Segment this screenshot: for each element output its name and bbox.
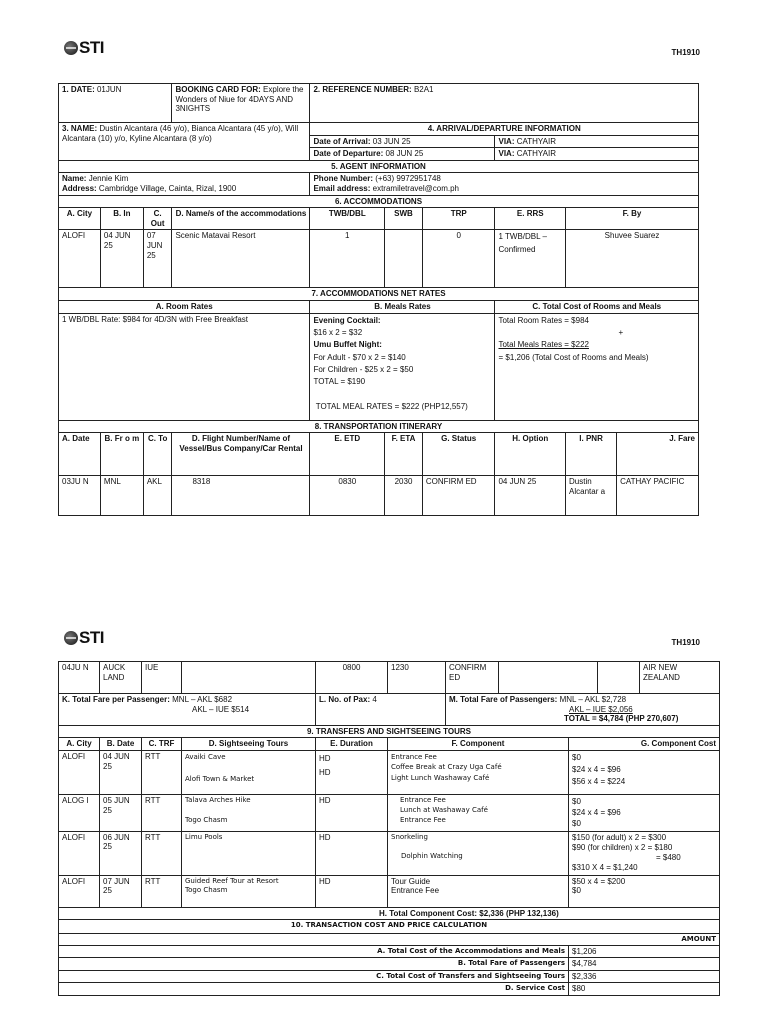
calc-row: B. Total Fare of Passengers $4,784: [59, 958, 720, 971]
room-rates-header: A. Room Rates: [59, 300, 310, 313]
accommodations-header: A. City B. In C. Out D. Name/s of the accommodations TWB/DBL SWB TRP E. RRS F. By: [59, 208, 699, 230]
fare-per-passenger: K. Total Fare per Passenger: MNL – AKL $682 AKL – IUE $514: [59, 694, 316, 726]
booking-table: [58, 83, 699, 516]
calc-row: A. Total Cost of the Accommodations and Meals $1,206: [59, 945, 720, 958]
booking-cell: BOOKING CARD FOR: Explore the Wonders of Niue for 4DAYS AND 3NIGHTS: [172, 84, 310, 123]
tours-title: 9. TRANSFERS AND SIGHTSEEING TOURS: [59, 725, 720, 738]
departure-via: VIA: CATHYAIR: [495, 148, 699, 161]
reference-cell: 2. REFERENCE NUMBER: B2A1: [310, 84, 699, 123]
calc-row: D. Service Cost $80: [59, 983, 720, 996]
globe-icon: [64, 41, 78, 55]
net-rates-title: 7. ACCOMMODATIONS NET RATES: [59, 288, 699, 301]
transport-row-2: 04JU N AUCK LAND IUE 0800 1230 CONFIRM ED AIR NEW ZEALAND: [59, 662, 720, 694]
total-fare-passengers: M. Total Fare of Passengers: MNL – AKL $2,728 AKL – IUE $2,056 TOTAL = $4,784 (PHP 270,607): [446, 694, 720, 726]
tour-row: ALOFI 06 JUN 25 RTT Limu Pools HD Snorkeling Dolphin Watching $150 (for adult) x 2 = $300 $90 (for children) x 2 = $180 = $480 $310 X 4 = $1,240: [59, 831, 720, 875]
globe-icon: [64, 631, 78, 645]
arrival-date: Date of Arrival: 03 JUN 25: [310, 135, 495, 148]
arrival-departure-title: 4. ARRIVAL/DEPARTURE INFORMATION: [310, 123, 699, 136]
logo-text: STI: [79, 38, 104, 57]
arrival-via: VIA: CATHYAIR: [495, 135, 699, 148]
total-costs: Total Room Rates = $984 + Total Meals Rates = $222 = $1,206 (Total Cost of Rooms and Meals): [495, 313, 699, 420]
transport-row: 03JU N MNL AKL 8318 0830 2030 CONFIRM ED 04 JUN 25 Dustin Alcantar a CATHAY PACIFIC: [59, 476, 699, 516]
name-cell: 3. NAME: Dustin Alcantara (46 y/o), Bianca Alcantara (45 y/o), Will Alcantara (10) y/o, Kyline Alcantara (8 y/o): [59, 123, 310, 161]
agent-title: 5. AGENT INFORMATION: [59, 160, 699, 173]
amount-header: AMOUNT: [59, 934, 720, 945]
booking-table-page2: [58, 661, 720, 996]
calc-title: 10. TRANSACTION COST AND PRICE CALCULATION: [59, 920, 720, 934]
number-of-pax: L. No. of Pax: 4: [316, 694, 446, 726]
meals-rates-header: B. Meals Rates: [310, 300, 495, 313]
transport-title: 8. TRANSPORTATION ITINERARY: [59, 420, 699, 433]
agent-name-address: Name: Jennie Kim Address: Cambridge Village, Cainta, Rizal, 1900: [59, 173, 310, 195]
calc-row: C. Total Cost of Transfers and Sightseeing Tours $2,336: [59, 970, 720, 983]
transport-header: A. Date B. Fr o m C. To D. Flight Number/Name of Vessel/Bus Company/Car Rental E. ETD F. ETA G. Status H. Option I. PNR J. Fare: [59, 433, 699, 476]
tour-row: ALOG I 05 JUN 25 RTT Talava Arches Hike Togo Chasm HD Entrance Fee Lunch at Washaway Café Entrance Fee $0 $24 x 4 = $96 $0: [59, 794, 720, 831]
tour-row: ALOFI 07 JUN 25 RTT Guided Reef Tour at Resort Togo Chasm HD Tour Guide Entrance Fee $50 x 4 = $200 $0: [59, 875, 720, 907]
sti-logo-page2: [64, 628, 104, 648]
accommodations-title: 6. ACCOMMODATIONS: [59, 195, 699, 208]
room-rate: 1 WB/DBL Rate: $984 for 4D/3N with Free Breakfast: [59, 313, 310, 420]
departure-date: Date of Departure: 08 JUN 25: [310, 148, 495, 161]
document-code: TH1910: [671, 48, 700, 57]
total-cost-header: C. Total Cost of Rooms and Meals: [495, 300, 699, 313]
tour-row: ALOFI 04 JUN 25 RTT Avaiki Cave Alofi Town & Market HD HD Entrance Fee Coffee Break at Crazy Uga Café Light Lunch Washaway Café $0 $24 x 4 = $96 $56 x 4 = $224: [59, 750, 720, 794]
sti-logo: [64, 38, 104, 58]
meals-rates: Evening Cocktail: $16 x 2 = $32 Umu Buffet Night: For Adult - $70 x 2 = $140 For Children - $25 x 2 = $50 TOTAL = $190 TOTAL MEAL RATES = $222 (PHP12,557): [310, 313, 495, 420]
logo-text: STI: [79, 628, 104, 647]
agent-contact: Phone Number: (+63) 9972951748 Email address: extramiletravel@com.ph: [310, 173, 699, 195]
document-code-page2: TH1910: [671, 638, 700, 647]
component-total: H. Total Component Cost: $2,336 (PHP 132,136): [59, 907, 720, 920]
accommodation-row: ALOFI 04 JUN 25 07 JUN 25 Scenic Matavai Resort 1 0 1 TWB/DBL – Confirmed Shuvee Suarez: [59, 230, 699, 288]
date-cell: 1. DATE: 01JUN: [59, 84, 172, 123]
tours-header: A. City B. Date C. TRF D. Sightseeing Tours E. Duration F. Component G. Component Cost: [59, 738, 720, 751]
